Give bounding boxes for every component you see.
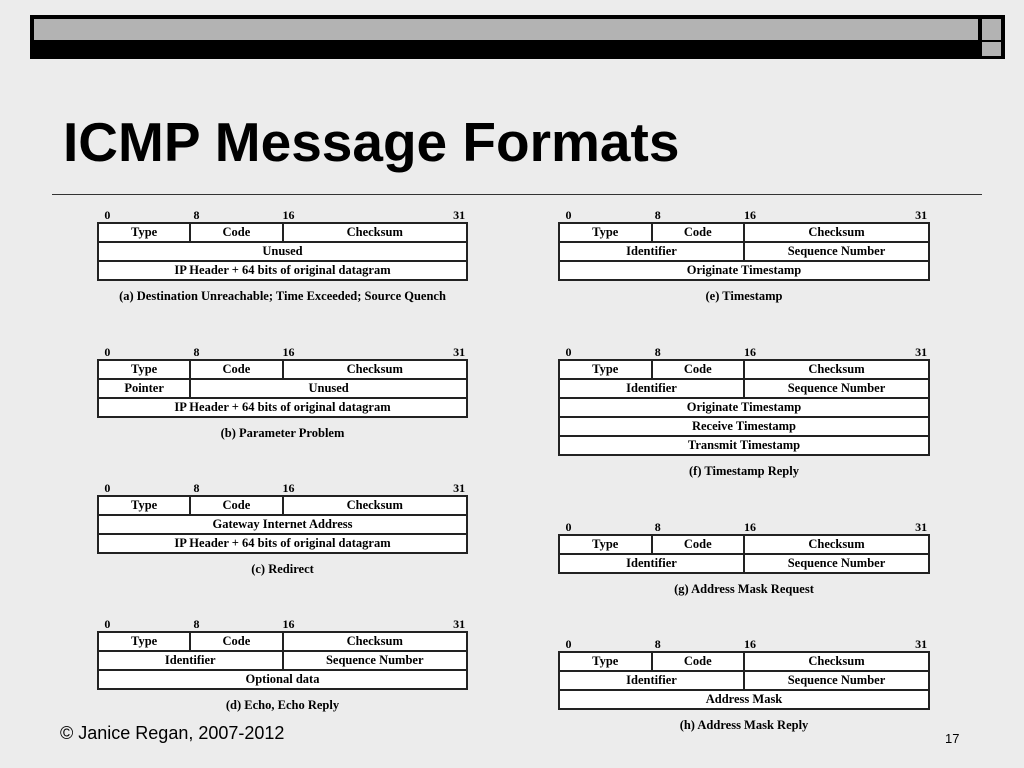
bit-label-31: 31 — [453, 617, 466, 631]
message-format-table — [97, 495, 468, 554]
field-type: Type — [559, 535, 652, 554]
diagram-address-mask-reply — [558, 637, 930, 733]
diagram-timestamp — [558, 208, 930, 304]
format-row — [98, 670, 467, 689]
field-ip-header-64-bits-of-original-datagram: IP Header + 64 bits of original datagram — [98, 398, 467, 417]
field-unused: Unused — [98, 242, 467, 261]
message-format-table — [558, 222, 930, 281]
field-code: Code — [190, 632, 282, 651]
format-row — [559, 360, 929, 379]
bit-position-labels — [97, 208, 468, 222]
field-pointer: Pointer — [98, 379, 190, 398]
bit-label-8: 8 — [654, 208, 661, 222]
field-type: Type — [559, 360, 652, 379]
field-code: Code — [190, 360, 282, 379]
field-gateway-internet-address: Gateway Internet Address — [98, 515, 467, 534]
bit-label-0: 0 — [104, 345, 111, 359]
field-checksum: Checksum — [283, 496, 468, 515]
field-receive-timestamp: Receive Timestamp — [559, 417, 929, 436]
format-row — [559, 690, 929, 709]
bit-position-labels — [558, 208, 930, 222]
field-transmit-timestamp: Transmit Timestamp — [559, 436, 929, 455]
diagram-caption: (c) Redirect — [251, 562, 314, 576]
field-type: Type — [98, 223, 190, 242]
diagram-parameter-problem — [97, 345, 468, 441]
format-row — [98, 379, 467, 398]
format-row — [559, 379, 929, 398]
diagram-redirect — [97, 481, 468, 577]
diagram-caption: (a) Destination Unreachable; Time Exceeded; Source Quench — [119, 289, 446, 303]
bit-label-8: 8 — [193, 208, 200, 222]
format-row — [98, 261, 467, 280]
field-sequence-number: Sequence Number — [744, 379, 929, 398]
bit-label-31: 31 — [453, 345, 466, 359]
diagram-destination-unreachable — [97, 208, 468, 304]
field-code: Code — [190, 223, 282, 242]
message-format-table — [558, 359, 930, 456]
format-row — [559, 242, 929, 261]
bit-label-8: 8 — [193, 481, 200, 495]
format-row — [559, 261, 929, 280]
diagram-caption: (g) Address Mask Request — [674, 582, 814, 596]
field-checksum: Checksum — [283, 632, 468, 651]
top-decoration-bar — [30, 15, 1005, 59]
format-row — [98, 632, 467, 651]
bit-label-16: 16 — [744, 637, 756, 651]
bit-label-31: 31 — [915, 520, 928, 534]
message-format-table — [558, 534, 930, 574]
bit-label-31: 31 — [453, 208, 466, 222]
field-unused: Unused — [190, 379, 467, 398]
format-row — [559, 398, 929, 417]
diagram-caption: (h) Address Mask Reply — [679, 718, 809, 732]
bit-position-labels — [558, 637, 930, 651]
field-code: Code — [652, 360, 745, 379]
field-type: Type — [98, 632, 190, 651]
field-address-mask: Address Mask — [559, 690, 929, 709]
bit-label-16: 16 — [744, 345, 756, 359]
diagram-caption: (e) Timestamp — [705, 289, 783, 303]
bit-position-labels — [97, 481, 468, 495]
bit-label-31: 31 — [915, 345, 928, 359]
field-code: Code — [652, 652, 745, 671]
field-identifier: Identifier — [98, 651, 283, 670]
diagram-echo-reply — [97, 617, 468, 713]
bit-label-0: 0 — [104, 208, 111, 222]
field-identifier: Identifier — [559, 671, 744, 690]
format-row — [98, 398, 467, 417]
field-code: Code — [652, 223, 745, 242]
message-format-table — [558, 651, 930, 710]
bit-position-labels — [97, 617, 468, 631]
bit-label-16: 16 — [282, 481, 295, 495]
field-ip-header-64-bits-of-original-datagram: IP Header + 64 bits of original datagram — [98, 534, 467, 553]
format-row — [559, 554, 929, 573]
format-row — [559, 223, 929, 242]
format-row — [559, 436, 929, 455]
bit-label-8: 8 — [654, 637, 661, 651]
format-row — [98, 496, 467, 515]
field-type: Type — [98, 496, 190, 515]
top-decoration-strip — [34, 19, 978, 40]
slide-title: ICMP Message Formats — [63, 111, 680, 173]
format-row — [98, 360, 467, 379]
format-row — [98, 242, 467, 261]
field-code: Code — [652, 535, 745, 554]
field-optional-data: Optional data — [98, 670, 467, 689]
diagram-caption: (b) Parameter Problem — [220, 426, 345, 440]
field-checksum: Checksum — [283, 360, 468, 379]
bit-position-labels — [97, 345, 468, 359]
bit-label-16: 16 — [282, 617, 295, 631]
field-checksum: Checksum — [744, 360, 929, 379]
bit-label-8: 8 — [654, 345, 661, 359]
bit-label-8: 8 — [193, 345, 200, 359]
diagram-caption: (d) Echo, Echo Reply — [225, 698, 340, 712]
format-row — [559, 535, 929, 554]
bit-label-0: 0 — [565, 637, 572, 651]
bit-label-31: 31 — [915, 208, 928, 222]
bit-label-0: 0 — [104, 617, 111, 631]
field-type: Type — [559, 223, 652, 242]
bit-label-0: 0 — [104, 481, 111, 495]
bit-label-16: 16 — [744, 520, 756, 534]
top-decoration-box — [982, 19, 1001, 40]
diagram-caption: (f) Timestamp Reply — [689, 464, 799, 478]
bit-label-31: 31 — [915, 637, 928, 651]
bit-label-0: 0 — [565, 208, 572, 222]
field-checksum: Checksum — [744, 535, 929, 554]
field-type: Type — [559, 652, 652, 671]
top-decoration-box-lower — [982, 42, 1001, 56]
bit-label-16: 16 — [744, 208, 756, 222]
field-sequence-number: Sequence Number — [744, 242, 929, 261]
message-format-table — [97, 359, 468, 418]
bit-label-8: 8 — [654, 520, 661, 534]
format-row — [98, 515, 467, 534]
message-format-table — [97, 631, 468, 690]
field-code: Code — [190, 496, 282, 515]
field-checksum: Checksum — [283, 223, 468, 242]
field-ip-header-64-bits-of-original-datagram: IP Header + 64 bits of original datagram — [98, 261, 467, 280]
format-row — [98, 223, 467, 242]
field-identifier: Identifier — [559, 379, 744, 398]
page-number: 17 — [945, 731, 960, 746]
field-checksum: Checksum — [744, 223, 929, 242]
field-originate-timestamp: Originate Timestamp — [559, 261, 929, 280]
format-row — [559, 417, 929, 436]
format-row — [559, 652, 929, 671]
field-type: Type — [98, 360, 190, 379]
title-divider — [52, 194, 982, 195]
field-checksum: Checksum — [744, 652, 929, 671]
diagram-timestamp-reply — [558, 345, 930, 479]
copyright-footer: © Janice Regan, 2007-2012 — [60, 723, 285, 743]
format-row — [98, 534, 467, 553]
bit-label-8: 8 — [193, 617, 200, 631]
bit-position-labels — [558, 520, 930, 534]
bit-label-0: 0 — [565, 520, 572, 534]
bit-position-labels — [558, 345, 930, 359]
diagram-address-mask-request — [558, 520, 930, 597]
field-identifier: Identifier — [559, 242, 744, 261]
bit-label-0: 0 — [565, 345, 572, 359]
field-identifier: Identifier — [559, 554, 744, 573]
field-sequence-number: Sequence Number — [744, 671, 929, 690]
field-sequence-number: Sequence Number — [744, 554, 929, 573]
bit-label-16: 16 — [282, 345, 295, 359]
field-originate-timestamp: Originate Timestamp — [559, 398, 929, 417]
format-row — [98, 651, 467, 670]
bit-label-31: 31 — [453, 481, 466, 495]
field-sequence-number: Sequence Number — [283, 651, 468, 670]
format-row — [559, 671, 929, 690]
message-format-table — [97, 222, 468, 281]
bit-label-16: 16 — [282, 208, 295, 222]
